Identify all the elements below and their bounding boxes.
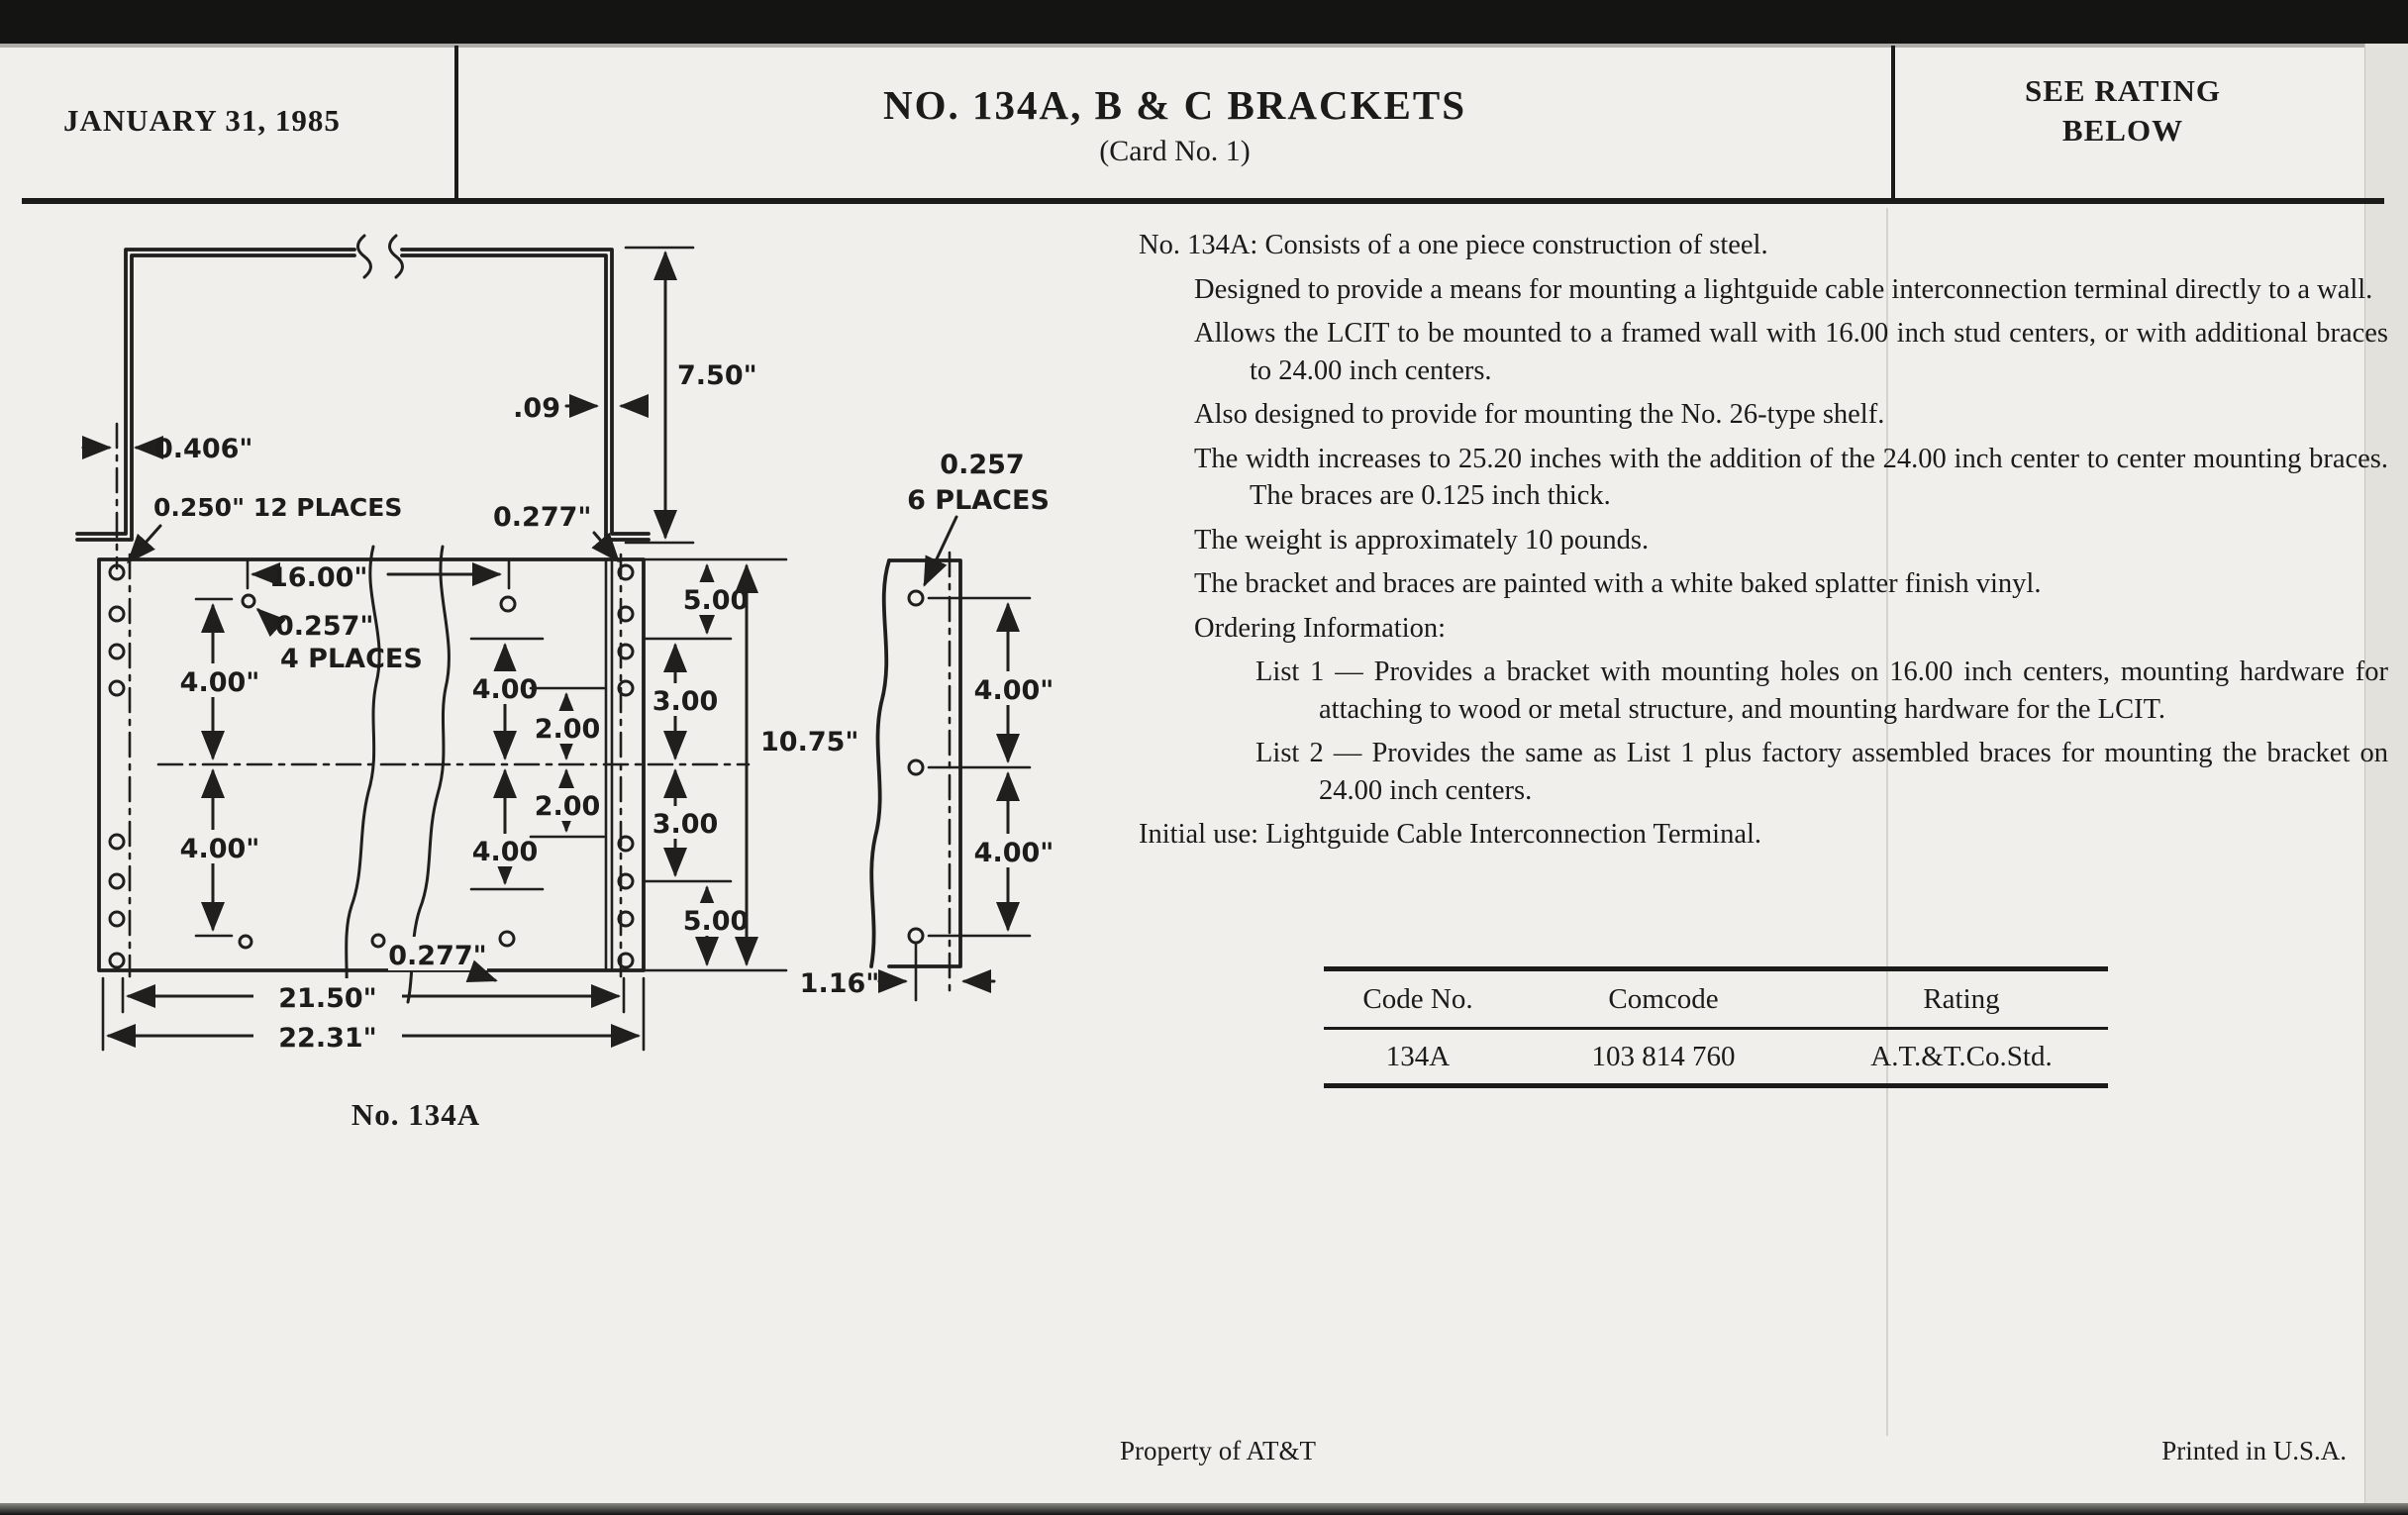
svg-text:21.50": 21.50" — [278, 983, 377, 1014]
paragraph: No. 134A: Consists of a one piece construction of steel. — [1139, 230, 1768, 260]
col-code-no: Code No. — [1362, 982, 1473, 1015]
svg-text:4.00": 4.00" — [973, 838, 1054, 868]
svg-text:2.00: 2.00 — [534, 791, 601, 822]
svg-text:1.16": 1.16" — [799, 968, 880, 999]
dim-09 — [513, 393, 646, 424]
footer-printed-note: Printed in U.S.A. — [2161, 1436, 2347, 1465]
svg-text:4.00: 4.00 — [471, 837, 539, 867]
page-title: NO. 134A, B & C BRACKETS — [882, 82, 1467, 128]
svg-text:4.00": 4.00" — [973, 675, 1054, 706]
cell-comcode: 103 814 760 — [1591, 1040, 1736, 1072]
break-mark — [358, 236, 371, 277]
svg-text:3.00: 3.00 — [652, 686, 719, 717]
svg-text:.09: .09 — [513, 393, 560, 424]
svg-text:16.00": 16.00" — [269, 562, 368, 593]
svg-text:22.31": 22.31" — [278, 1023, 377, 1054]
note-0-277-top — [493, 502, 618, 560]
dim-21-50 — [123, 978, 624, 1014]
cell-rating: A.T.&T.Co.Std. — [1870, 1040, 2053, 1072]
paragraph: List 1 — Provides a bracket with mounting holes on 16.00 inch centers, mounting hardware for attaching to wood or metal structure, and mounting hardware for the LCIT. — [1255, 656, 2388, 725]
dim-7-50 — [626, 248, 757, 543]
paragraph: Allows the LCIT to be mounted to a framed wall with 16.00 inch stud centers, or with additional braces to 24.00 inch centers. — [1194, 318, 2388, 386]
note-0-277-bottom — [372, 935, 495, 980]
col-rating: Rating — [1923, 982, 2000, 1015]
svg-text:0.277": 0.277" — [493, 502, 592, 533]
dim-1-16 — [800, 943, 994, 1000]
paragraph: Also designed to provide for mounting the No. 26-type shelf. — [1194, 399, 1885, 430]
svg-text:5.00: 5.00 — [682, 585, 750, 616]
front-view-plate — [99, 547, 749, 1002]
svg-text:4.00: 4.00 — [471, 674, 539, 705]
svg-text:2.00: 2.00 — [534, 714, 601, 745]
paragraph: The weight is approximately 10 pounds. — [1194, 524, 1650, 556]
dim-16-00 — [248, 560, 509, 593]
dim-col-2-00 — [531, 688, 604, 837]
svg-text:0.257: 0.257 — [940, 450, 1025, 480]
col-comcode: Comcode — [1608, 982, 1719, 1015]
svg-text:4 PLACES: 4 PLACES — [280, 644, 423, 674]
svg-text:0.277": 0.277" — [388, 941, 487, 971]
svg-text:7.50": 7.50" — [677, 360, 757, 391]
dim-10-75 — [747, 566, 858, 963]
svg-text:4.00": 4.00" — [179, 667, 260, 698]
break-wave — [871, 560, 889, 966]
svg-text:10.75": 10.75" — [760, 727, 859, 758]
cell-code-no: 134A — [1385, 1040, 1451, 1072]
dim-col-left-4-00 — [174, 599, 265, 948]
note-0-250-12-places — [129, 493, 402, 561]
paragraph: Designed to provide a means for mounting a lightguide cable interconnection terminal directly to a wall. — [1194, 273, 2373, 305]
page-subtitle: (Card No. 1) — [1099, 135, 1251, 167]
paragraph: List 2 — Provides the same as List 1 plus factory assembled braces for mounting the bracket on 24.00 inch centers. — [1255, 738, 2388, 806]
paragraph: Ordering Information: — [1194, 612, 1447, 644]
svg-text:6 PLACES: 6 PLACES — [907, 485, 1050, 516]
scan-black-strip-bottom — [0, 1503, 2408, 1515]
rating-note-line1: SEE RATING — [2024, 73, 2222, 108]
footer-property-note: Property of AT&T — [1120, 1436, 1316, 1465]
dim-col-center-4-00 — [469, 597, 543, 946]
paragraph: The bracket and braces are painted with a white baked splatter finish vinyl. — [1194, 568, 2042, 599]
dim-col-3-00 — [646, 639, 731, 881]
svg-text:3.00: 3.00 — [652, 809, 719, 840]
paragraph: The width increases to 25.20 inches with the addition of the 24.00 inch center to center mounting braces. The braces are 0.125 inch thick. — [1194, 443, 2388, 511]
svg-text:0.250" 12 PLACES: 0.250" 12 PLACES — [153, 493, 403, 522]
brace-piece — [871, 553, 1030, 998]
left-hole-column — [110, 565, 124, 967]
break-wave — [408, 547, 449, 1002]
svg-text:0.406": 0.406" — [154, 434, 253, 464]
note-0-257-6-places — [907, 450, 1050, 584]
svg-text:4.00": 4.00" — [179, 834, 260, 864]
svg-text:0.257": 0.257" — [275, 611, 374, 642]
note-0-257-4-places — [243, 595, 423, 674]
svg-text:5.00: 5.00 — [682, 906, 750, 937]
diagram-caption: No. 134A — [351, 1097, 481, 1132]
paragraph: Initial use: Lightguide Cable Interconnection Terminal. — [1139, 819, 1762, 850]
rating-note-line2: BELOW — [2061, 113, 2184, 148]
header-date: JANUARY 31, 1985 — [63, 103, 341, 138]
